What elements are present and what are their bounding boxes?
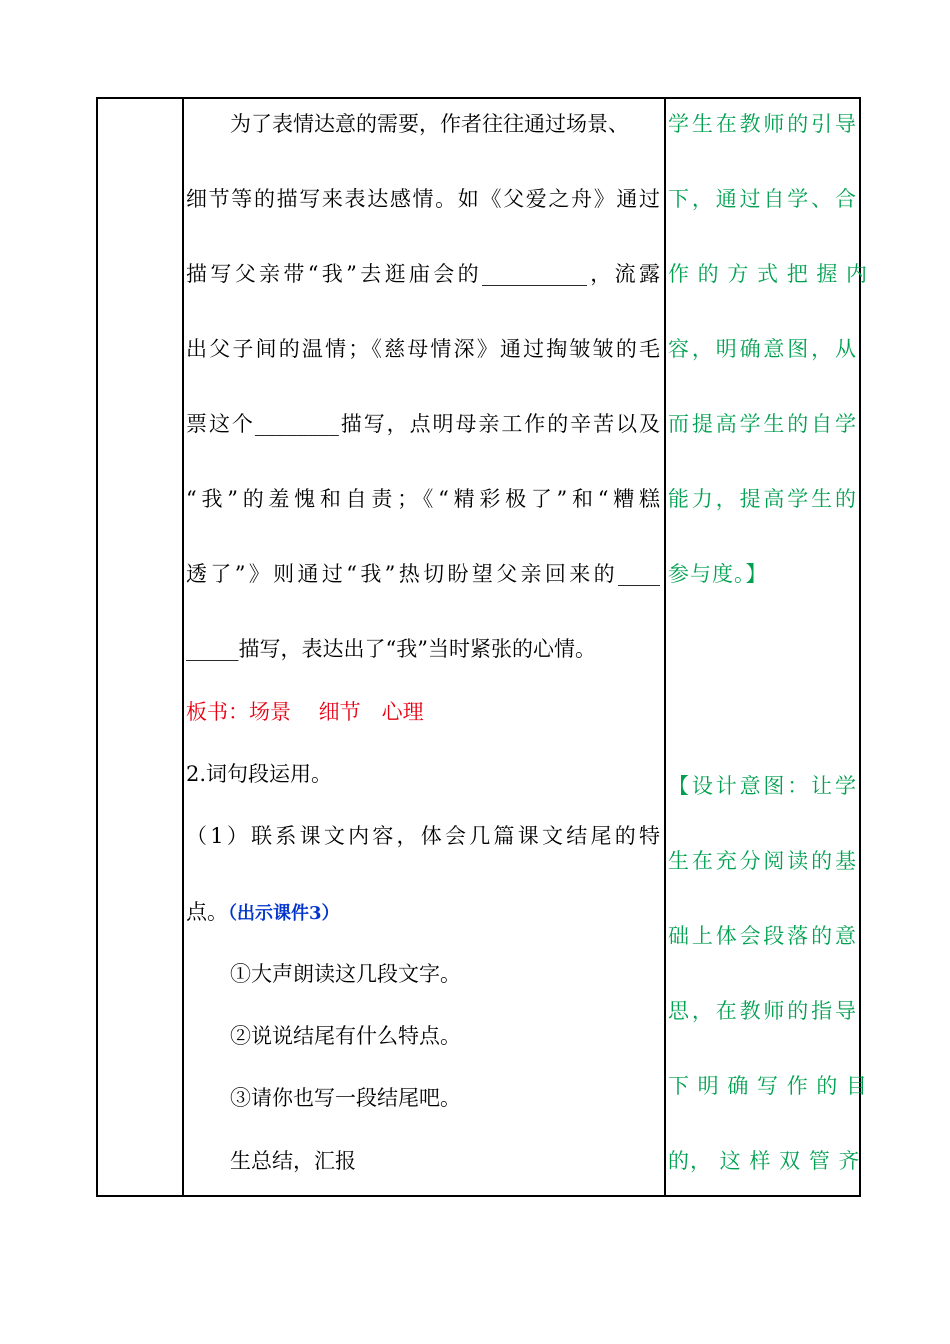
- summary-line: 生总结，汇报: [230, 1149, 356, 1173]
- courseware-note: （出示课件3）: [228, 903, 340, 924]
- item-1-text: 点。: [186, 900, 228, 924]
- para1-line-8: _____描写，表达出了“我”当时紧张的心情。: [186, 637, 596, 661]
- lesson-table: [96, 97, 869, 1197]
- note1-line-3: 作 的 方 式 把 握 内: [668, 262, 869, 286]
- note1-line-1: 学生在教师的引导: [668, 112, 857, 136]
- note1-line-4: 容，明确意图，从: [668, 337, 857, 361]
- table-row: [97, 98, 860, 1196]
- step-3: ③请你也写一段结尾吧。: [230, 1086, 461, 1110]
- content-area: [184, 99, 664, 1195]
- note1-line-5: 而提高学生的自学: [668, 412, 857, 436]
- note2-line-5: 下 明 确 写 作 的 目: [668, 1074, 869, 1098]
- note2-line-3: 础上体会段落的意: [668, 924, 857, 948]
- para1-line-4: 出父子间的温情；《慈母情深》通过掏皱皱的毛: [186, 337, 660, 361]
- note2-line-2: 生在充分阅读的基: [668, 849, 857, 873]
- para1-line-3: 描写父亲带“我”去逛庙会的__________，流露: [186, 262, 660, 286]
- note1-line-6: 能力，提高学生的: [668, 487, 857, 511]
- note1-line-7: 参与度。】: [668, 562, 768, 586]
- content-cell: [183, 98, 665, 1196]
- design-notes-cell: [665, 98, 869, 1196]
- step-2: ②说说结尾有什么特点。: [230, 1024, 461, 1048]
- para1-line-6: “我”的羞愧和自责；《“精彩极了”和“糟糕: [186, 487, 660, 511]
- para1-line-5: 票这个________描写，点明母亲工作的辛苦以及: [186, 412, 660, 436]
- para1-line-7: 透了”》则通过“我”热切盼望父亲回来的____: [186, 562, 660, 586]
- step-1: ①大声朗读这几段文字。: [230, 962, 461, 986]
- para1-line-2: 细节等的描写来表达感情。如《父爱之舟》通过: [186, 187, 660, 211]
- note2-line-1: 【设计意图：让学: [668, 774, 857, 798]
- item-1-line-2: [186, 897, 660, 929]
- note1-line-2: 下，通过自学、合: [668, 187, 857, 211]
- item-1-line-1: （1）联系课文内容，体会几篇课文结尾的特: [186, 824, 660, 848]
- design-notes-area: [666, 99, 869, 1195]
- note2-line-4: 思，在教师的指导: [668, 999, 857, 1023]
- para1-line-1: 为了表情达意的需要，作者往往通过场景、: [230, 112, 629, 136]
- note2-line-6: 的， 这 样 双 管 齐: [668, 1149, 861, 1173]
- left-empty-cell: [97, 98, 183, 1196]
- section-2-heading: 2.词句段运用。: [186, 762, 333, 786]
- board-notes: 板书：场景 细节 心理: [186, 700, 424, 724]
